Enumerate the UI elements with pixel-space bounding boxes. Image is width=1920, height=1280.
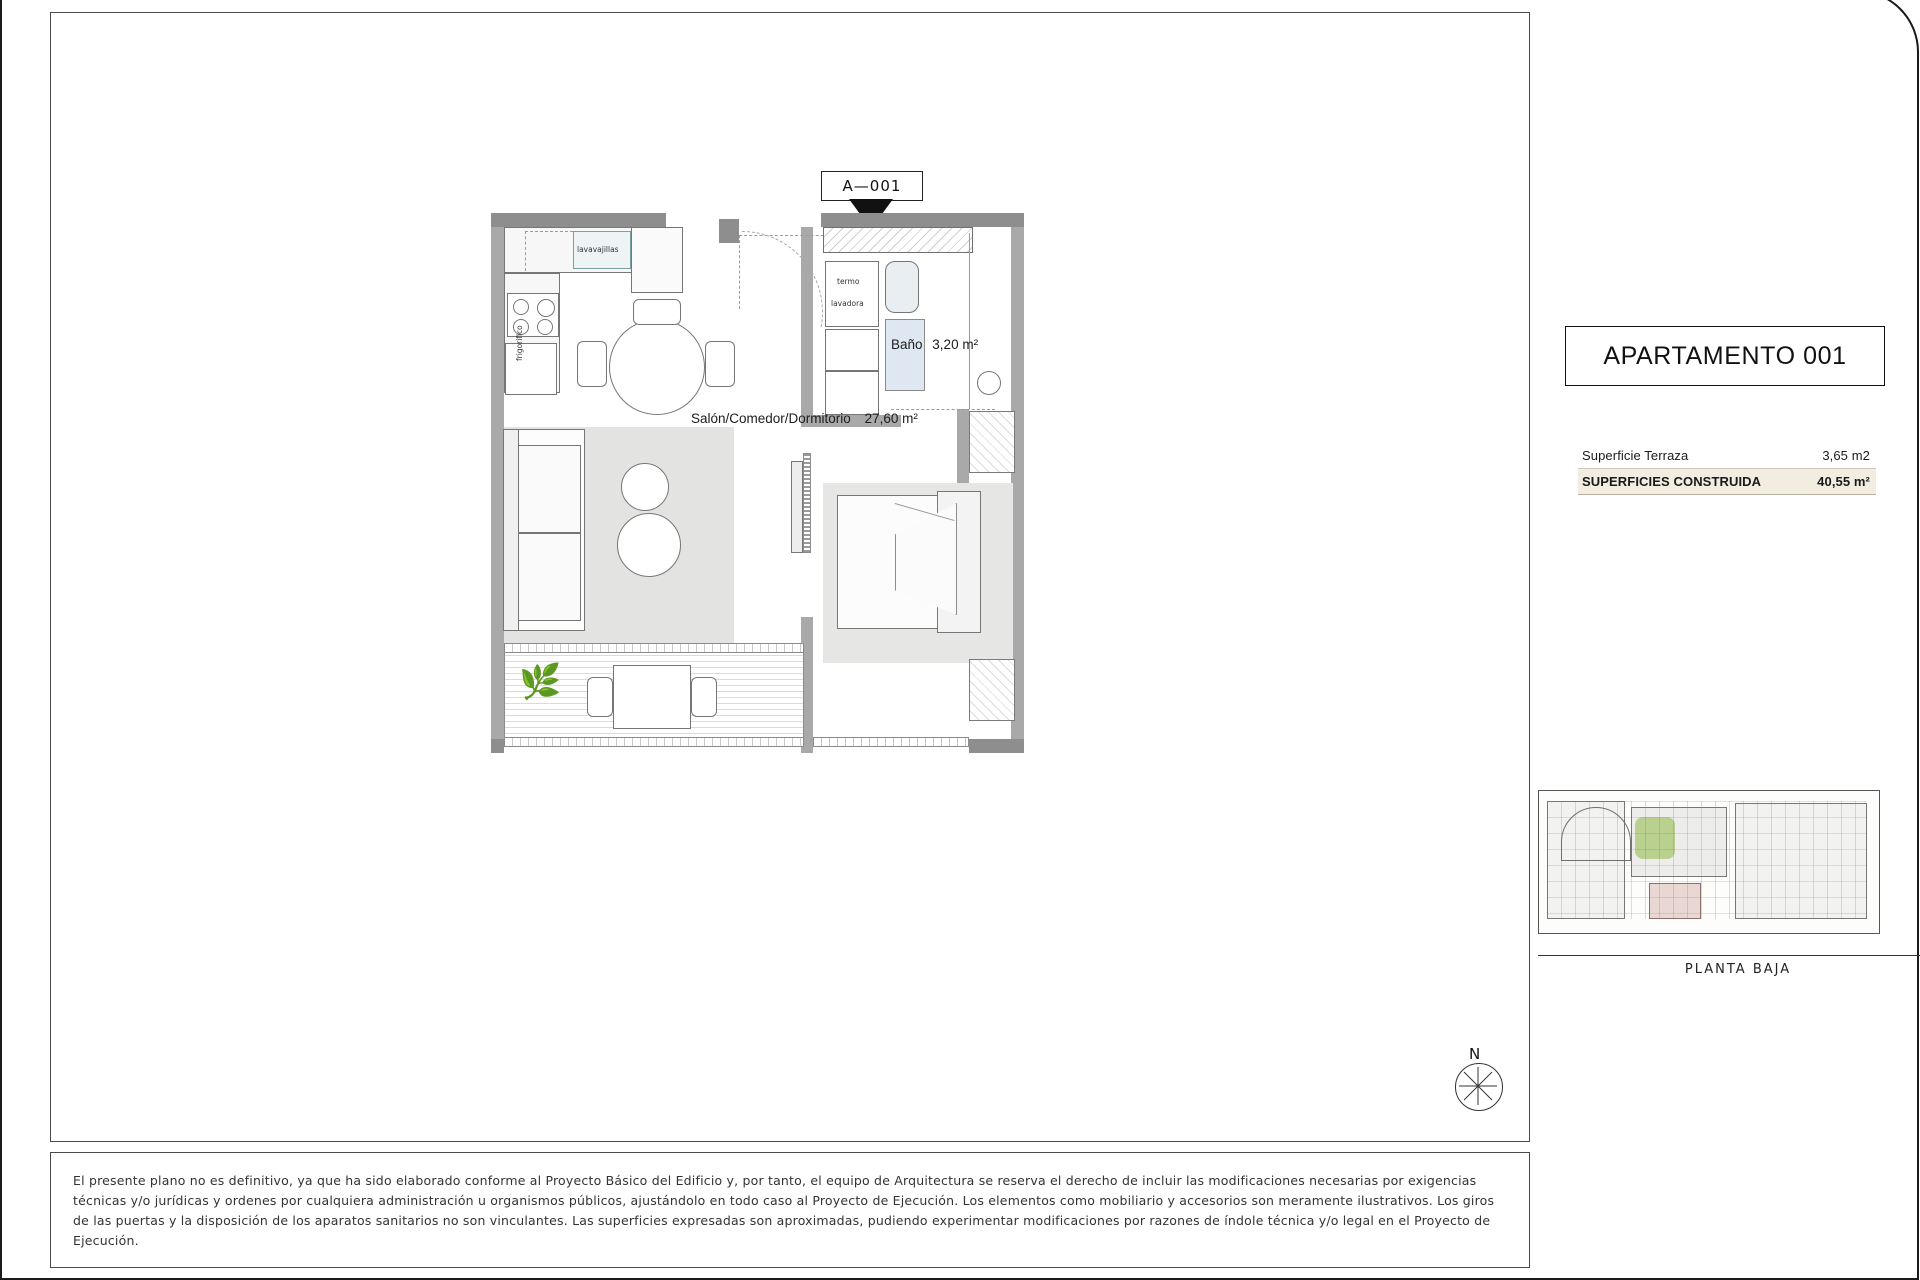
toilet — [885, 261, 919, 313]
coffee-table-small — [621, 463, 669, 511]
dining-chair-left — [577, 341, 607, 387]
bath-door-dash — [891, 409, 995, 410]
burner-4 — [537, 319, 553, 335]
terrace-glass-rail-bottom — [504, 737, 804, 747]
bathroom-label: Baño 3,20 m² — [891, 337, 979, 352]
keyplan-caption: PLANTA BAJA — [1538, 955, 1920, 977]
tv-unit — [791, 461, 803, 553]
dishwasher-label: lavavajillas — [577, 245, 619, 254]
surface-value-built: 40,55 m² — [1817, 474, 1870, 489]
surface-table — [1578, 443, 1876, 495]
kitchen-dashed-1 — [525, 231, 573, 232]
drawing-area — [50, 12, 1530, 1142]
section-marker-tag — [821, 171, 923, 201]
burner-1 — [513, 299, 529, 315]
bathroom-window-band — [823, 227, 973, 253]
surface-row-built — [1578, 469, 1876, 495]
north-arrow — [1455, 1045, 1511, 1111]
floor-plan — [491, 213, 1251, 913]
sink-basin-bath — [977, 371, 1001, 395]
refrigerator-label: frigorifico — [515, 325, 524, 361]
water-heater-box — [825, 261, 879, 327]
entry-hall-dash-left — [739, 235, 740, 309]
surface-value-terrace: 3,65 m2 — [1822, 448, 1870, 463]
wall-bath-left — [801, 227, 813, 427]
terrace-glass-rail-right — [813, 737, 969, 747]
entry-door-jamb — [719, 219, 739, 243]
washer-label: lavadora — [831, 299, 864, 308]
kitchen-counter-right — [631, 227, 683, 293]
coffee-table-large — [617, 513, 681, 577]
terrace-table — [613, 665, 691, 729]
sofa-cushion-1 — [517, 445, 581, 533]
wall-top-corner — [1006, 213, 1024, 227]
washer-box — [825, 329, 879, 371]
wall-top-right — [821, 213, 1006, 227]
water-heater-label: termo — [837, 277, 860, 286]
terrace-chair-left — [587, 677, 613, 717]
kitchen-dashed-2 — [525, 231, 526, 271]
sofa-backrest — [503, 429, 519, 631]
closet-lower — [969, 659, 1015, 721]
surface-label-built: SUPERFICIES CONSTRUIDA — [1582, 474, 1762, 489]
dining-table — [609, 319, 705, 415]
wall-bottom-left — [491, 739, 504, 753]
wall-top-left — [491, 213, 666, 227]
living-room-label: Salón/Comedor/Dormitorio 27,60 m² — [691, 411, 918, 426]
bath-counter-line — [969, 233, 970, 409]
apartment-title-badge — [1565, 326, 1885, 386]
keyplan-thumbnail[interactable] — [1538, 790, 1880, 934]
terrace-glass-rail — [504, 643, 804, 653]
wall-bottom-right — [969, 739, 1024, 753]
tv-screen — [803, 453, 811, 553]
storage-box — [825, 371, 879, 415]
sofa-cushion-2 — [517, 533, 581, 621]
section-marker-label: A—001 — [842, 177, 902, 195]
disclaimer-box — [50, 1152, 1530, 1268]
refrigerator — [505, 343, 557, 395]
disclaimer-text: El presente plano no es definitivo, ya que ha sido elaborado conforme al Proyecto Básico del Edificio y, por tanto, el equipo de Arquitectura se reserva el derecho de incluir las modificaciones necesarias por exigencias técnicas y/o jurídicas y ordenes por cualquiera administración u organismos públicos, ajustándolo en todo caso al Proyecto de Ejecución. Los elementos como mobiliario y accesorios son meramente ilustrativos. Los giros de las puertas y la disposición de los aparatos sanitarios no son vinculantes. Las superficies expresadas son aproximadas, pudiendo experimentar modificaciones por razones de índole técnica y/o legal en el Proyecto de Ejecución. — [73, 1173, 1495, 1248]
terrace-plant-icon: 🌿 — [519, 662, 562, 702]
surface-row-terrace — [1578, 443, 1876, 469]
apartment-title: APARTAMENTO 001 — [1603, 341, 1847, 370]
compass-icon — [1455, 1063, 1511, 1119]
shower-tray — [885, 319, 925, 391]
wall-right-upper — [1011, 227, 1024, 417]
burner-2 — [537, 299, 555, 317]
north-arrow-label: N — [1469, 1045, 1481, 1063]
dining-chair-right — [705, 341, 735, 387]
dining-chair-top — [633, 299, 681, 325]
closet-upper — [969, 411, 1015, 473]
surface-label-terrace: Superficie Terraza — [1582, 448, 1689, 463]
terrace-chair-right — [691, 677, 717, 717]
